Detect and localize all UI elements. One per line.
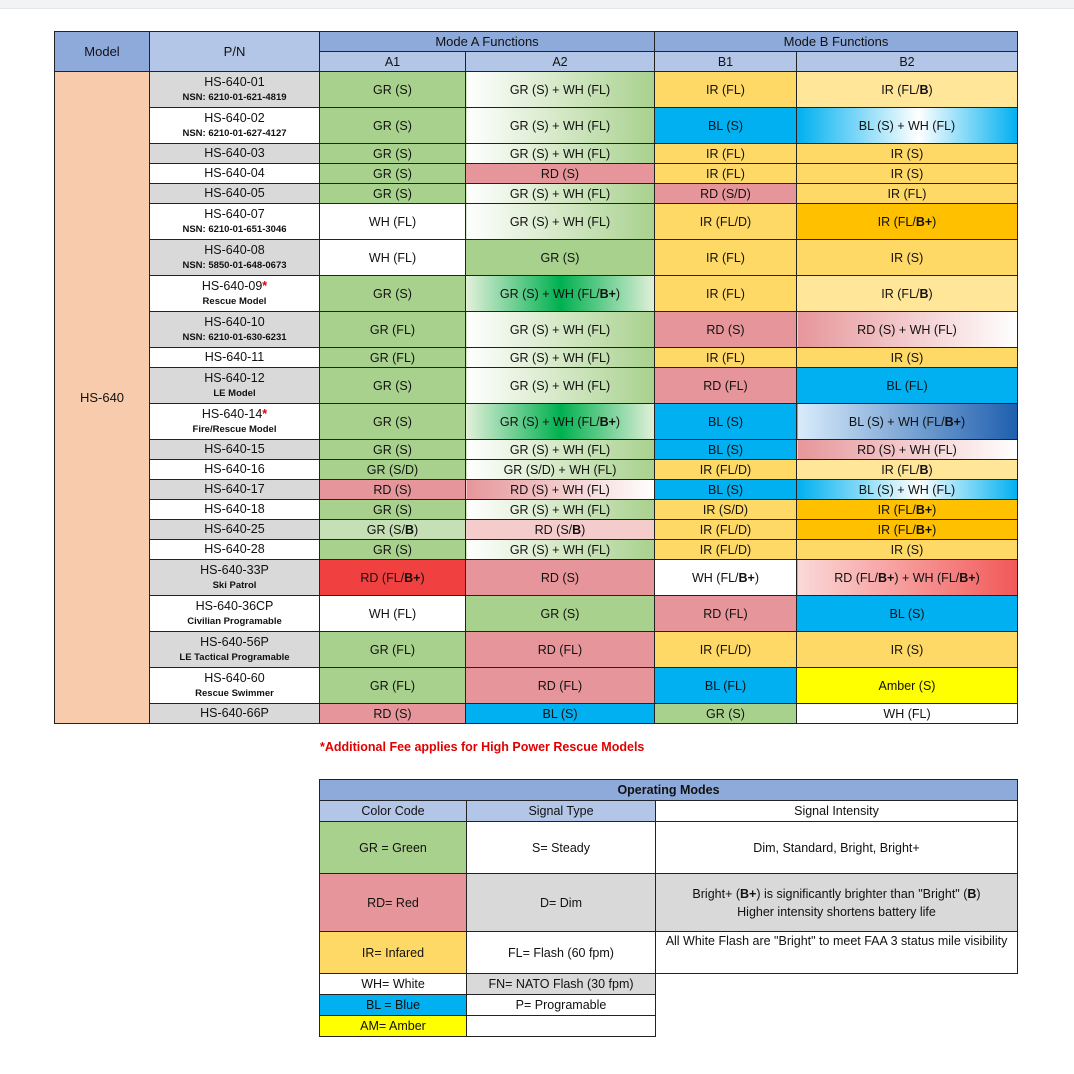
intensity-note-line2: Higher intensity shortens battery life bbox=[737, 904, 936, 919]
function-a2: GR (S/D) + WH (FL) bbox=[466, 460, 655, 480]
function-b1: RD (S) bbox=[655, 312, 797, 348]
function-a1: GR (S) bbox=[320, 276, 466, 312]
function-a2: GR (S) + WH (FL) bbox=[466, 348, 655, 368]
part-number: HS-640-10 bbox=[204, 314, 265, 329]
signal-dim: D= Dim bbox=[467, 874, 656, 932]
header-b2: B2 bbox=[797, 52, 1018, 72]
part-number: HS-640-33P bbox=[200, 562, 269, 577]
table-row bbox=[55, 348, 1018, 368]
function-a1: GR (S) bbox=[320, 164, 466, 184]
function-b1: IR (FL/D) bbox=[655, 540, 797, 560]
part-number: HS-640-17 bbox=[204, 482, 265, 496]
function-a2: GR (S) + WH (FL) bbox=[466, 184, 655, 204]
intensity-faa-note: All White Flash are "Bright" to meet FAA 3 status mile visibility bbox=[656, 932, 1018, 974]
signal-steady: S= Steady bbox=[467, 822, 656, 874]
function-b1: IR (FL) bbox=[655, 348, 797, 368]
function-a2: RD (S) + WH (FL) bbox=[466, 480, 655, 500]
function-b1: IR (FL) bbox=[655, 276, 797, 312]
function-b2: IR (S) bbox=[797, 348, 1018, 368]
table-row bbox=[55, 72, 1018, 108]
signal-empty bbox=[467, 1016, 656, 1037]
part-number-cell bbox=[150, 596, 320, 632]
part-number: HS-640-16 bbox=[204, 462, 265, 476]
function-b1: BL (S) bbox=[655, 108, 797, 144]
signal-nato-flash: FN= NATO Flash (30 fpm) bbox=[467, 974, 656, 995]
table-row bbox=[55, 144, 1018, 164]
function-b2: BL (S) + WH (FL) bbox=[797, 108, 1018, 144]
function-b2: IR (S) bbox=[797, 632, 1018, 668]
part-number-cell bbox=[150, 312, 320, 348]
part-number: HS-640-15 bbox=[204, 442, 265, 456]
function-a2: GR (S) + WH (FL) bbox=[466, 108, 655, 144]
color-code-amber: AM= Amber bbox=[320, 1016, 467, 1037]
function-a1: GR (S) bbox=[320, 404, 466, 440]
function-a1: GR (S/B) bbox=[320, 520, 466, 540]
part-number: HS-640-12 bbox=[204, 370, 265, 385]
table-row bbox=[55, 276, 1018, 312]
function-b2: IR (S) bbox=[797, 240, 1018, 276]
part-number-cell bbox=[150, 348, 320, 368]
part-number-cell bbox=[150, 540, 320, 560]
part-subtitle: Civilian Programable bbox=[187, 615, 282, 627]
function-a2: GR (S) + WH (FL) bbox=[466, 144, 655, 164]
part-number: HS-640-11 bbox=[204, 350, 265, 364]
function-b1: BL (S) bbox=[655, 404, 797, 440]
function-a1: GR (S) bbox=[320, 108, 466, 144]
part-number-cell bbox=[150, 632, 320, 668]
header-model: Model bbox=[55, 32, 150, 72]
function-b2: BL (S) + WH (FL) bbox=[797, 480, 1018, 500]
part-number-cell bbox=[150, 440, 320, 460]
part-number-cell bbox=[150, 108, 320, 144]
function-b1: RD (S/D) bbox=[655, 184, 797, 204]
function-a1: WH (FL) bbox=[320, 204, 466, 240]
function-a2: BL (S) bbox=[466, 704, 655, 724]
function-a2: GR (S) + WH (FL) bbox=[466, 204, 655, 240]
function-b2: IR (FL/B+) bbox=[797, 520, 1018, 540]
function-a2: GR (S) + WH (FL) bbox=[466, 540, 655, 560]
function-a1: WH (FL) bbox=[320, 596, 466, 632]
top-bar bbox=[0, 0, 1074, 9]
function-b2: IR (FL/B+) bbox=[797, 500, 1018, 520]
part-number: HS-640-04 bbox=[204, 166, 265, 180]
function-b2: IR (FL) bbox=[797, 184, 1018, 204]
function-a1: GR (S) bbox=[320, 72, 466, 108]
part-number: HS-640-28 bbox=[204, 542, 265, 556]
part-number-cell bbox=[150, 500, 320, 520]
function-b2: RD (FL/B+) + WH (FL/B+) bbox=[797, 560, 1018, 596]
part-subtitle: LE Tactical Programable bbox=[179, 651, 290, 663]
function-b2: RD (S) + WH (FL) bbox=[797, 440, 1018, 460]
function-b2: IR (FL/B+) bbox=[797, 204, 1018, 240]
asterisk-icon: * bbox=[262, 406, 268, 421]
table-row bbox=[55, 460, 1018, 480]
part-number-cell bbox=[150, 404, 320, 440]
table-row bbox=[55, 560, 1018, 596]
part-subtitle: Rescue Swimmer bbox=[195, 687, 274, 699]
part-number-cell bbox=[150, 704, 320, 724]
function-a1: RD (S) bbox=[320, 480, 466, 500]
function-b2: IR (FL/B) bbox=[797, 460, 1018, 480]
part-number-cell bbox=[150, 560, 320, 596]
function-b1: GR (S) bbox=[655, 704, 797, 724]
function-a2: GR (S) + WH (FL) bbox=[466, 368, 655, 404]
part-subtitle: NSN: 6210-01-627-4127 bbox=[182, 127, 287, 139]
table-row bbox=[55, 480, 1018, 500]
part-number-cell bbox=[150, 368, 320, 404]
intensity-levels: Dim, Standard, Bright, Bright+ bbox=[656, 822, 1018, 874]
part-subtitle: NSN: 6210-01-630-6231 bbox=[182, 331, 287, 343]
part-number-cell bbox=[150, 480, 320, 500]
function-b2: BL (S) bbox=[797, 596, 1018, 632]
part-number: HS-640-36CP bbox=[195, 598, 274, 613]
function-b1: IR (FL) bbox=[655, 240, 797, 276]
color-code-blue: BL = Blue bbox=[320, 995, 467, 1016]
table-row bbox=[55, 312, 1018, 348]
part-number: HS-640-07 bbox=[204, 206, 265, 221]
function-a1: GR (S) bbox=[320, 540, 466, 560]
function-a1: RD (S) bbox=[320, 704, 466, 724]
function-b1: IR (FL) bbox=[655, 72, 797, 108]
part-number-cell bbox=[150, 184, 320, 204]
table-row bbox=[55, 520, 1018, 540]
function-a2: GR (S) + WH (FL/B+) bbox=[466, 276, 655, 312]
header-mode-b: Mode B Functions bbox=[655, 32, 1018, 52]
operating-modes-table bbox=[319, 779, 1018, 1037]
header-pn: P/N bbox=[150, 32, 320, 72]
part-number: HS-640-02 bbox=[204, 110, 265, 125]
part-number: HS-640-14* bbox=[201, 406, 268, 421]
function-a2: GR (S) + WH (FL) bbox=[466, 312, 655, 348]
part-number: HS-640-05 bbox=[204, 186, 265, 200]
part-number: HS-640-18 bbox=[204, 502, 265, 516]
table-row bbox=[55, 240, 1018, 276]
function-b2: IR (FL/B) bbox=[797, 72, 1018, 108]
part-number-cell bbox=[150, 520, 320, 540]
table-row bbox=[55, 404, 1018, 440]
table-row bbox=[55, 108, 1018, 144]
header-a1: A1 bbox=[320, 52, 466, 72]
part-number: HS-640-08 bbox=[204, 242, 265, 257]
intensity-note-line1: Bright+ (B+) is significantly brighter than "Bright" (B) bbox=[692, 886, 981, 901]
table-row bbox=[55, 184, 1018, 204]
function-a2: RD (FL) bbox=[466, 668, 655, 704]
part-number-cell bbox=[150, 72, 320, 108]
function-a1: GR (S/D) bbox=[320, 460, 466, 480]
model-cell: HS-640 bbox=[55, 72, 150, 724]
color-code-green: GR = Green bbox=[320, 822, 467, 874]
color-code-white: WH= White bbox=[320, 974, 467, 995]
function-a2: GR (S) bbox=[466, 240, 655, 276]
part-number-cell bbox=[150, 204, 320, 240]
function-a2: GR (S) + WH (FL) bbox=[466, 500, 655, 520]
function-b2: Amber (S) bbox=[797, 668, 1018, 704]
part-subtitle: Rescue Model bbox=[202, 295, 267, 307]
signal-flash: FL= Flash (60 fpm) bbox=[467, 932, 656, 974]
part-subtitle: LE Model bbox=[213, 387, 256, 399]
part-number: HS-640-56P bbox=[200, 634, 269, 649]
part-subtitle: Ski Patrol bbox=[212, 579, 257, 591]
table-row bbox=[55, 440, 1018, 460]
function-a1: GR (S) bbox=[320, 440, 466, 460]
product-table bbox=[54, 31, 1018, 724]
function-a1: RD (FL/B+) bbox=[320, 560, 466, 596]
color-code-infrared: IR= Infared bbox=[320, 932, 467, 974]
part-number-cell bbox=[150, 276, 320, 312]
part-number-cell bbox=[150, 460, 320, 480]
function-a2: RD (S/B) bbox=[466, 520, 655, 540]
function-a1: WH (FL) bbox=[320, 240, 466, 276]
function-b2: BL (FL) bbox=[797, 368, 1018, 404]
table-row bbox=[55, 704, 1018, 724]
function-b2: BL (S) + WH (FL/B+) bbox=[797, 404, 1018, 440]
table-row bbox=[55, 596, 1018, 632]
function-b2: IR (S) bbox=[797, 540, 1018, 560]
table-row bbox=[55, 500, 1018, 520]
table-row bbox=[55, 368, 1018, 404]
part-number-cell bbox=[150, 240, 320, 276]
part-number-cell bbox=[150, 668, 320, 704]
table-row bbox=[55, 204, 1018, 240]
function-b1: IR (FL/D) bbox=[655, 460, 797, 480]
function-a2: RD (FL) bbox=[466, 632, 655, 668]
function-a2: RD (S) bbox=[466, 560, 655, 596]
function-a2: GR (S) + WH (FL/B+) bbox=[466, 404, 655, 440]
header-b1: B1 bbox=[655, 52, 797, 72]
function-b1: WH (FL/B+) bbox=[655, 560, 797, 596]
function-a2: GR (S) + WH (FL) bbox=[466, 72, 655, 108]
header-mode-a: Mode A Functions bbox=[320, 32, 655, 52]
function-b1: BL (S) bbox=[655, 480, 797, 500]
function-a1: GR (FL) bbox=[320, 312, 466, 348]
part-number-cell bbox=[150, 164, 320, 184]
part-number: HS-640-09* bbox=[201, 278, 268, 293]
header-a2: A2 bbox=[466, 52, 655, 72]
function-b1: IR (FL) bbox=[655, 144, 797, 164]
header-signal-intensity: Signal Intensity bbox=[656, 801, 1018, 822]
asterisk-icon: * bbox=[262, 278, 268, 293]
function-a1: GR (FL) bbox=[320, 348, 466, 368]
function-b1: RD (FL) bbox=[655, 368, 797, 404]
function-a2: GR (S) bbox=[466, 596, 655, 632]
function-b1: IR (FL/D) bbox=[655, 204, 797, 240]
table-row bbox=[55, 632, 1018, 668]
function-a1: GR (S) bbox=[320, 184, 466, 204]
function-a1: GR (S) bbox=[320, 500, 466, 520]
part-number: HS-640-60 bbox=[204, 670, 265, 685]
header-color-code: Color Code bbox=[320, 801, 467, 822]
part-number: HS-640-03 bbox=[204, 146, 265, 160]
table-row bbox=[55, 164, 1018, 184]
part-number-cell bbox=[150, 144, 320, 164]
function-b1: IR (FL) bbox=[655, 164, 797, 184]
function-b2: RD (S) + WH (FL) bbox=[797, 312, 1018, 348]
header-signal-type: Signal Type bbox=[467, 801, 656, 822]
part-number: HS-640-25 bbox=[204, 522, 265, 536]
part-subtitle: Fire/Rescue Model bbox=[192, 423, 277, 435]
part-subtitle: NSN: 5850-01-648-0673 bbox=[182, 259, 287, 271]
intensity-note bbox=[656, 874, 1018, 932]
function-b1: BL (S) bbox=[655, 440, 797, 460]
signal-programable: P= Programable bbox=[467, 995, 656, 1016]
part-subtitle: NSN: 6210-01-651-3046 bbox=[182, 223, 287, 235]
function-b1: IR (FL/D) bbox=[655, 632, 797, 668]
color-code-red: RD= Red bbox=[320, 874, 467, 932]
footnote: *Additional Fee applies for High Power Rescue Models bbox=[320, 740, 645, 754]
function-b1: RD (FL) bbox=[655, 596, 797, 632]
part-number: HS-640-66P bbox=[200, 706, 269, 720]
function-a2: GR (S) + WH (FL) bbox=[466, 440, 655, 460]
function-b1: BL (FL) bbox=[655, 668, 797, 704]
function-b2: IR (FL/B) bbox=[797, 276, 1018, 312]
function-b1: IR (S/D) bbox=[655, 500, 797, 520]
function-a2: RD (S) bbox=[466, 164, 655, 184]
function-b1: IR (FL/D) bbox=[655, 520, 797, 540]
function-b2: WH (FL) bbox=[797, 704, 1018, 724]
table-row bbox=[55, 668, 1018, 704]
function-a1: GR (S) bbox=[320, 144, 466, 164]
operating-modes-title: Operating Modes bbox=[320, 780, 1018, 801]
function-a1: GR (FL) bbox=[320, 632, 466, 668]
part-subtitle: NSN: 6210-01-621-4819 bbox=[182, 91, 287, 103]
function-b2: IR (S) bbox=[797, 144, 1018, 164]
function-a1: GR (FL) bbox=[320, 668, 466, 704]
function-b2: IR (S) bbox=[797, 164, 1018, 184]
function-a1: GR (S) bbox=[320, 368, 466, 404]
table-row bbox=[55, 540, 1018, 560]
part-number: HS-640-01 bbox=[204, 74, 265, 89]
